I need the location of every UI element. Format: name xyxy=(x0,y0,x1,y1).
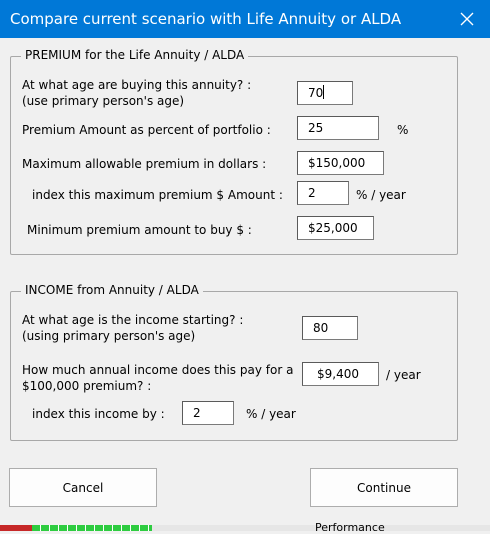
annual-income-label-2: $100,000 premium? : xyxy=(22,379,152,393)
purchase-age-input[interactable] xyxy=(297,81,353,105)
min-premium-input[interactable] xyxy=(297,216,374,240)
cancel-button[interactable] xyxy=(9,468,157,507)
annual-income-unit: / year xyxy=(386,368,421,382)
income-start-hint: (using primary person's age) xyxy=(22,329,196,343)
purchase-age-value: 70 xyxy=(308,86,324,100)
income-index-label: index this income by : xyxy=(32,407,165,421)
purchase-age-label: At what age are buying this annuity? : xyxy=(22,78,252,92)
max-premium-index-unit: % / year xyxy=(356,188,406,202)
window-title: Compare current scenario with Life Annuity or ALDA xyxy=(10,10,402,28)
max-premium-index-value: 2 xyxy=(308,186,316,200)
income-index-input[interactable] xyxy=(182,401,234,425)
annual-income-value: $9,400 xyxy=(317,367,359,381)
annual-income-label: How much annual income does this pay for a xyxy=(22,363,294,377)
text-caret xyxy=(323,85,324,99)
max-premium-index-input[interactable] xyxy=(297,181,349,205)
close-button[interactable] xyxy=(444,0,490,38)
annual-income-input[interactable] xyxy=(302,362,379,386)
income-legend: INCOME from Annuity / ALDA xyxy=(21,283,203,297)
max-premium-label: Maximum allowable premium in dollars : xyxy=(22,157,267,171)
premium-percent-input[interactable] xyxy=(297,116,379,140)
income-index-value: 2 xyxy=(193,406,201,420)
premium-percent-unit: % xyxy=(397,123,409,137)
background-partial-text: Performance xyxy=(315,521,385,534)
green-cell-block xyxy=(32,525,152,531)
premium-legend: PREMIUM for the Life Annuity / ALDA xyxy=(21,48,248,62)
continue-button[interactable] xyxy=(310,468,458,507)
title-bar xyxy=(0,0,490,38)
max-premium-input[interactable] xyxy=(297,151,384,175)
min-premium-label: Minimum premium amount to buy $ : xyxy=(27,223,252,237)
income-start-label: At what age is the income starting? : xyxy=(22,313,244,327)
purchase-age-hint: (use primary person's age) xyxy=(22,94,185,108)
continue-label: Continue xyxy=(357,480,411,495)
max-premium-value: $150,000 xyxy=(308,156,366,170)
min-premium-value: $25,000 xyxy=(308,221,358,235)
cancel-label: Cancel xyxy=(62,480,104,495)
background-spreadsheet-strip xyxy=(0,521,490,534)
max-premium-index-label: index this maximum premium $ Amount : xyxy=(32,188,283,202)
income-start-input[interactable] xyxy=(302,316,358,340)
premium-percent-label: Premium Amount as percent of portfolio : xyxy=(22,123,271,137)
income-index-unit: % / year xyxy=(246,407,296,421)
red-cell-block xyxy=(0,525,32,531)
premium-percent-value: 25 xyxy=(308,121,324,135)
income-start-value: 80 xyxy=(313,321,329,335)
close-icon xyxy=(460,12,474,26)
